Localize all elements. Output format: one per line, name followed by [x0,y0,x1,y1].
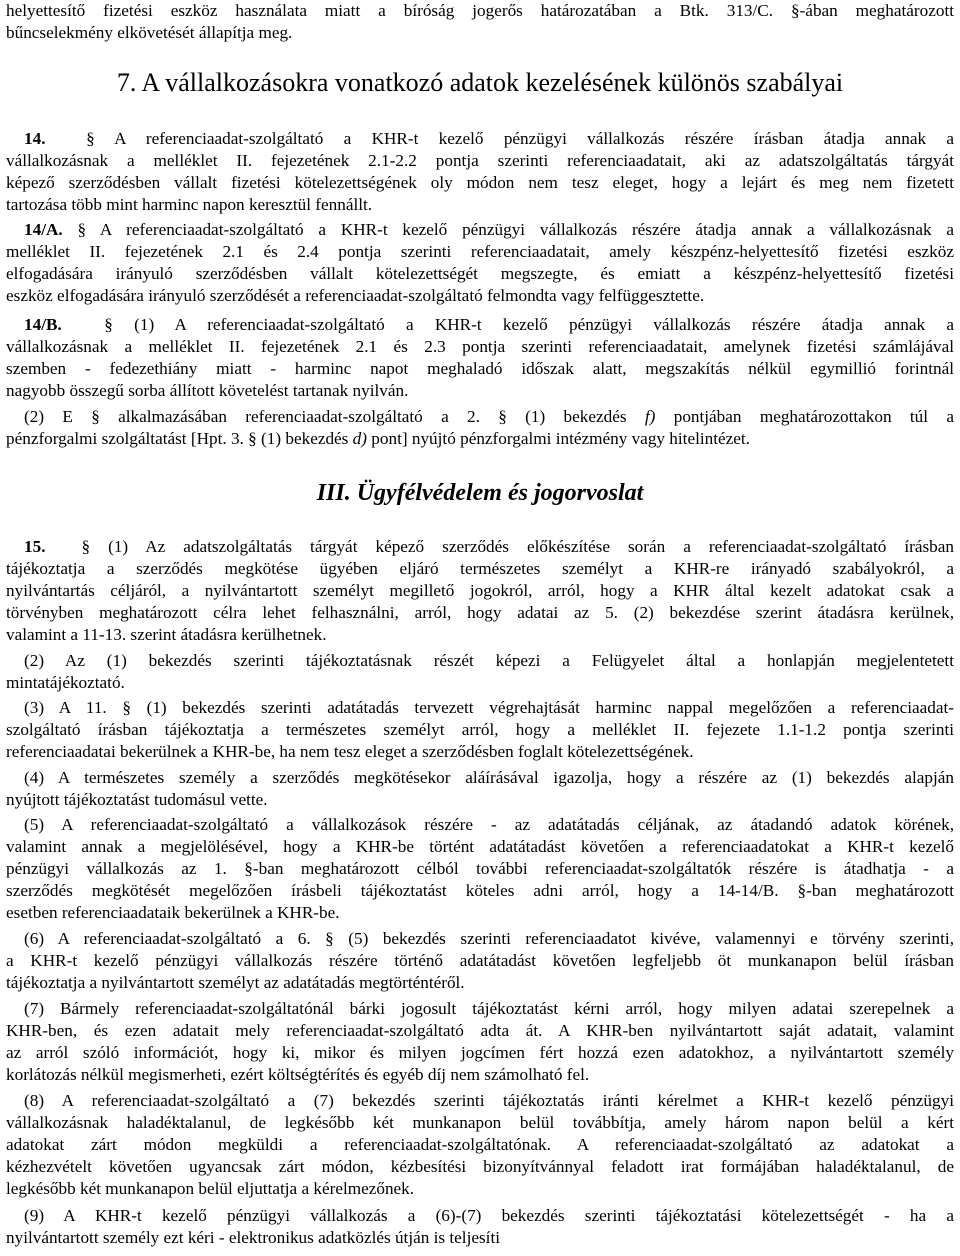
s14b-number: 14/B. [24,315,62,334]
s14b-line-3: szemben - fedezethiány miatt - harminc napot meghaladó időszak alatt, megszakítás nélkül egymillió forintnál [6,359,954,378]
s14a-line-1: 14/A. § A referenciaadat-szolgáltató a KHR-t kezelő pénzügyi vállalkozás részére átadja annak a vállalkozásnak a [24,220,955,239]
s15-p8-line-5: legkésőbb két munkanapon belül eljuttatja a kérelmezőnek. [6,1179,415,1198]
s15-p1-line-4: törvényben meghatározott célra lehet felhasználni, arról, hogy adatai az 5. (2) bekezdése szerint átadásra kerülnek, [6,603,954,622]
s15-p1-line-5: valamint a 11-13. szerint átadásra kerülhetnek. [6,625,327,644]
s15-p7-line-4: korlátozás nélkül megismerheti, ezért költségtérítés és egyéb díj nem számolható fel. [6,1065,590,1084]
chapter-7-title: 7. A vállalkozásokra vonatkozó adatok kezelésének különös szabályai [116,68,844,97]
s15-p2-line-2: mintatájékoztató. [6,673,125,692]
s15-number: 15. [24,537,46,556]
s15-p1-line-1: 15. § (1) Az adatszolgáltatás tárgyát képező szerződés előkészítése során a referenciaadat-szolgáltató írásban [24,537,954,556]
s15-p5-line-2: valamint annak a megjelölésével, hogy a KHR-be történt adatátadást követően a referenciaadatokat a KHR-t kezelő [6,837,954,856]
s14b-p2-line-2: pénzforgalmi szolgáltatást [Hpt. 3. § (1) bekezdés d) pont] nyújtó pénzforgalmi intézmény vagy hitelintézet. [6,429,750,448]
s14-line-2: vállalkozásnak a melléklet II. fejezetének 2.1-2.2 pontja szerinti referenciaadatait, aki az adatszolgáltatás tárgyát [6,151,954,170]
s14b-line-1: 14/B. § (1) A referenciaadat-szolgáltató a KHR-t kezelő pénzügyi vállalkozás részére átadja annak a [24,315,955,334]
s14a-line-3: elfogadására irányuló szerződésben vállalt kötelezettségét megszegte, és emiatt a készpénz-helyettesítő fizetési [6,264,954,283]
s15-p5-line-3: pénzügyi vállalkozás az 1. §-ban meghatározott célból további referenciaadat-szolgáltatók részére is átadhatja - a [6,859,954,878]
s15-p3-line-1: (3) A 11. § (1) bekezdés szerinti adatátadás tervezett végrehajtását harminc nappal megelőzően a referenciaadat- [24,698,954,717]
s15-p2-line-1: (2) Az (1) bekezdés szerinti tájékoztatásnak részét képezi a Felügyelet által a honlapján megjelentetett [24,651,954,670]
s15-p7-line-3: az arról szóló információt, hogy ki, mikor és milyen jogcímen fért hozzá ezen adatokhoz, a nyilvántartott személy [6,1043,954,1062]
s15-p6-line-1: (6) A referenciaadat-szolgáltató a 6. § (5) bekezdés szerinti referenciaadatot kivéve, valamennyi e törvény szerinti, [24,929,954,948]
s15-p1-line-3: nyilvántartás céljáról, a nyilvántartott személyt megillető jogokról, arról, hogy a KHR által kezelt adatokat csak a [6,581,954,600]
s15-p3-line-3: referenciaadatai bekerülnek a KHR-be, ha nem tesz eleget a szerződésben foglalt kötelezettségének. [6,742,694,761]
s15-p6-line-2: a KHR-t kezelő pénzügyi vállalkozás részére történő adatátadást követően legfeljebb öt munkanapon belül írásban [6,951,954,970]
s15-p3-line-2: szolgáltató írásban tájékoztatja a természetes személyt arról, hogy a melléklet II. fejezete 1.1-1.2 pontja szerinti [6,720,954,739]
s15-p8-line-2: vállalkozásnak haladéktalanul, de legkésőbb két munkanapon belül továbbítja, amely három napon belül a kért [6,1113,954,1132]
intro-line-2: bűncselekmény elkövetését állapítja meg. [6,23,293,42]
s15-p5-line-4: szerződés megkötését megelőzően írásbeli tájékoztatást köteles adni arról, hogy a 14-14/B. §-ban meghatározott [6,881,954,900]
s15-p7-line-2: KHR-ben, és ezen adatait mely referenciaadat-szolgáltató adta át. A KHR-ben nyilvántartott saját adatait, valamint [6,1021,954,1040]
s15-p5-line-1: (5) A referenciaadat-szolgáltató a vállalkozások részére - az adatátadás céljának, az átadandó adatok körének, [24,815,954,834]
s14b-line-4: nagyobb összegű sorba állított követelést tartanak nyilván. [6,381,409,400]
s15-p9-line-2: nyilvántartott személy ezt kéri - elektronikus adatközlés útján is teljesíti [6,1228,500,1247]
s14-number: 14. [24,129,46,148]
s15-p4-line-2: nyújtott tájékoztatást tudomásul vette. [6,790,268,809]
s15-p1-line-2: tájékoztatja a szerződés megkötése ügyében eljáró természetes személyt a KHR-re irányadó szabályokról, a [6,559,954,578]
s15-p4-line-1: (4) A természetes személy a szerződés megkötésekor aláírásával igazolja, hogy a részére az (1) bekezdés alapján [24,768,954,787]
part-3-title: III. Ügyfélvédelem és jogorvoslat [316,480,644,506]
s15-p8-line-3: adatokat zárt módon megküldi a referenciaadat-szolgáltatónak. A referenciaadat-szolgáltató az adatokat a [6,1135,954,1154]
s14-line-1: 14. § A referenciaadat-szolgáltató a KHR-t kezelő pénzügyi vállalkozás részére írásban átadja annak a [24,129,954,148]
s15-p5-line-5: esetben referenciaadataik bekerülnek a KHR-be. [6,903,340,922]
s14-line-4: tartozása több mint harminc napon keresztül fennállt. [6,195,373,214]
s14b-line-2: vállalkozásnak a melléklet II. fejezetének 2.1 és 2.3 pontja szerinti referenciaadatait, amelynek fizetési számlájával [6,337,954,356]
s15-p8-line-1: (8) A referenciaadat-szolgáltató a (7) bekezdés szerinti tájékoztatás iránti kérelmet a KHR-t kezelő pénzügyi [24,1091,954,1110]
s15-p6-line-3: tájékoztatja a nyilvántartott személyt az adatátadás megtörténtéről. [6,973,465,992]
s15-p8-line-4: kézhezvételt követően ugyancsak zárt módon, kézbesítési bizonyítvánnyal feladott irat formájában haladéktalanul, de [6,1157,954,1176]
s14a-number: 14/A. [24,220,63,239]
s15-p7-line-1: (7) Bármely referenciaadat-szolgáltatónál bárki jogosult tájékoztatást kérni arról, hogy milyen adatai szerepelnek a [24,999,954,1018]
s15-p9-line-1: (9) A KHR-t kezelő pénzügyi vállalkozás a (6)-(7) bekezdés szerinti tájékoztatási kötelezettségét - ha a [24,1206,954,1225]
intro-line-1: helyettesítő fizetési eszköz használata miatt a bíróság jogerős határozatában a Btk. 313/C. §-ában meghatározott [6,1,954,20]
s14a-line-4: eszköz elfogadására irányuló szerződését a referenciaadat-szolgáltató felmondta vagy felfüggesztette. [6,286,705,305]
s14a-line-2: melléklet II. fejezetének 2.1 és 2.4 pontja szerinti referenciaadatait, amely készpénz-helyettesítő fizetési eszköz [6,242,954,261]
s14-line-3: képező szerződésben vállalt fizetési kötelezettségének oly módon nem tesz eleget, hogy a lejárt és meg nem fizetett [6,173,954,192]
s14b-p2-line-1: (2) E § alkalmazásában referenciaadat-szolgáltató a 2. § (1) bekezdés f) pontjában meghatározottakon túl a [24,407,954,426]
